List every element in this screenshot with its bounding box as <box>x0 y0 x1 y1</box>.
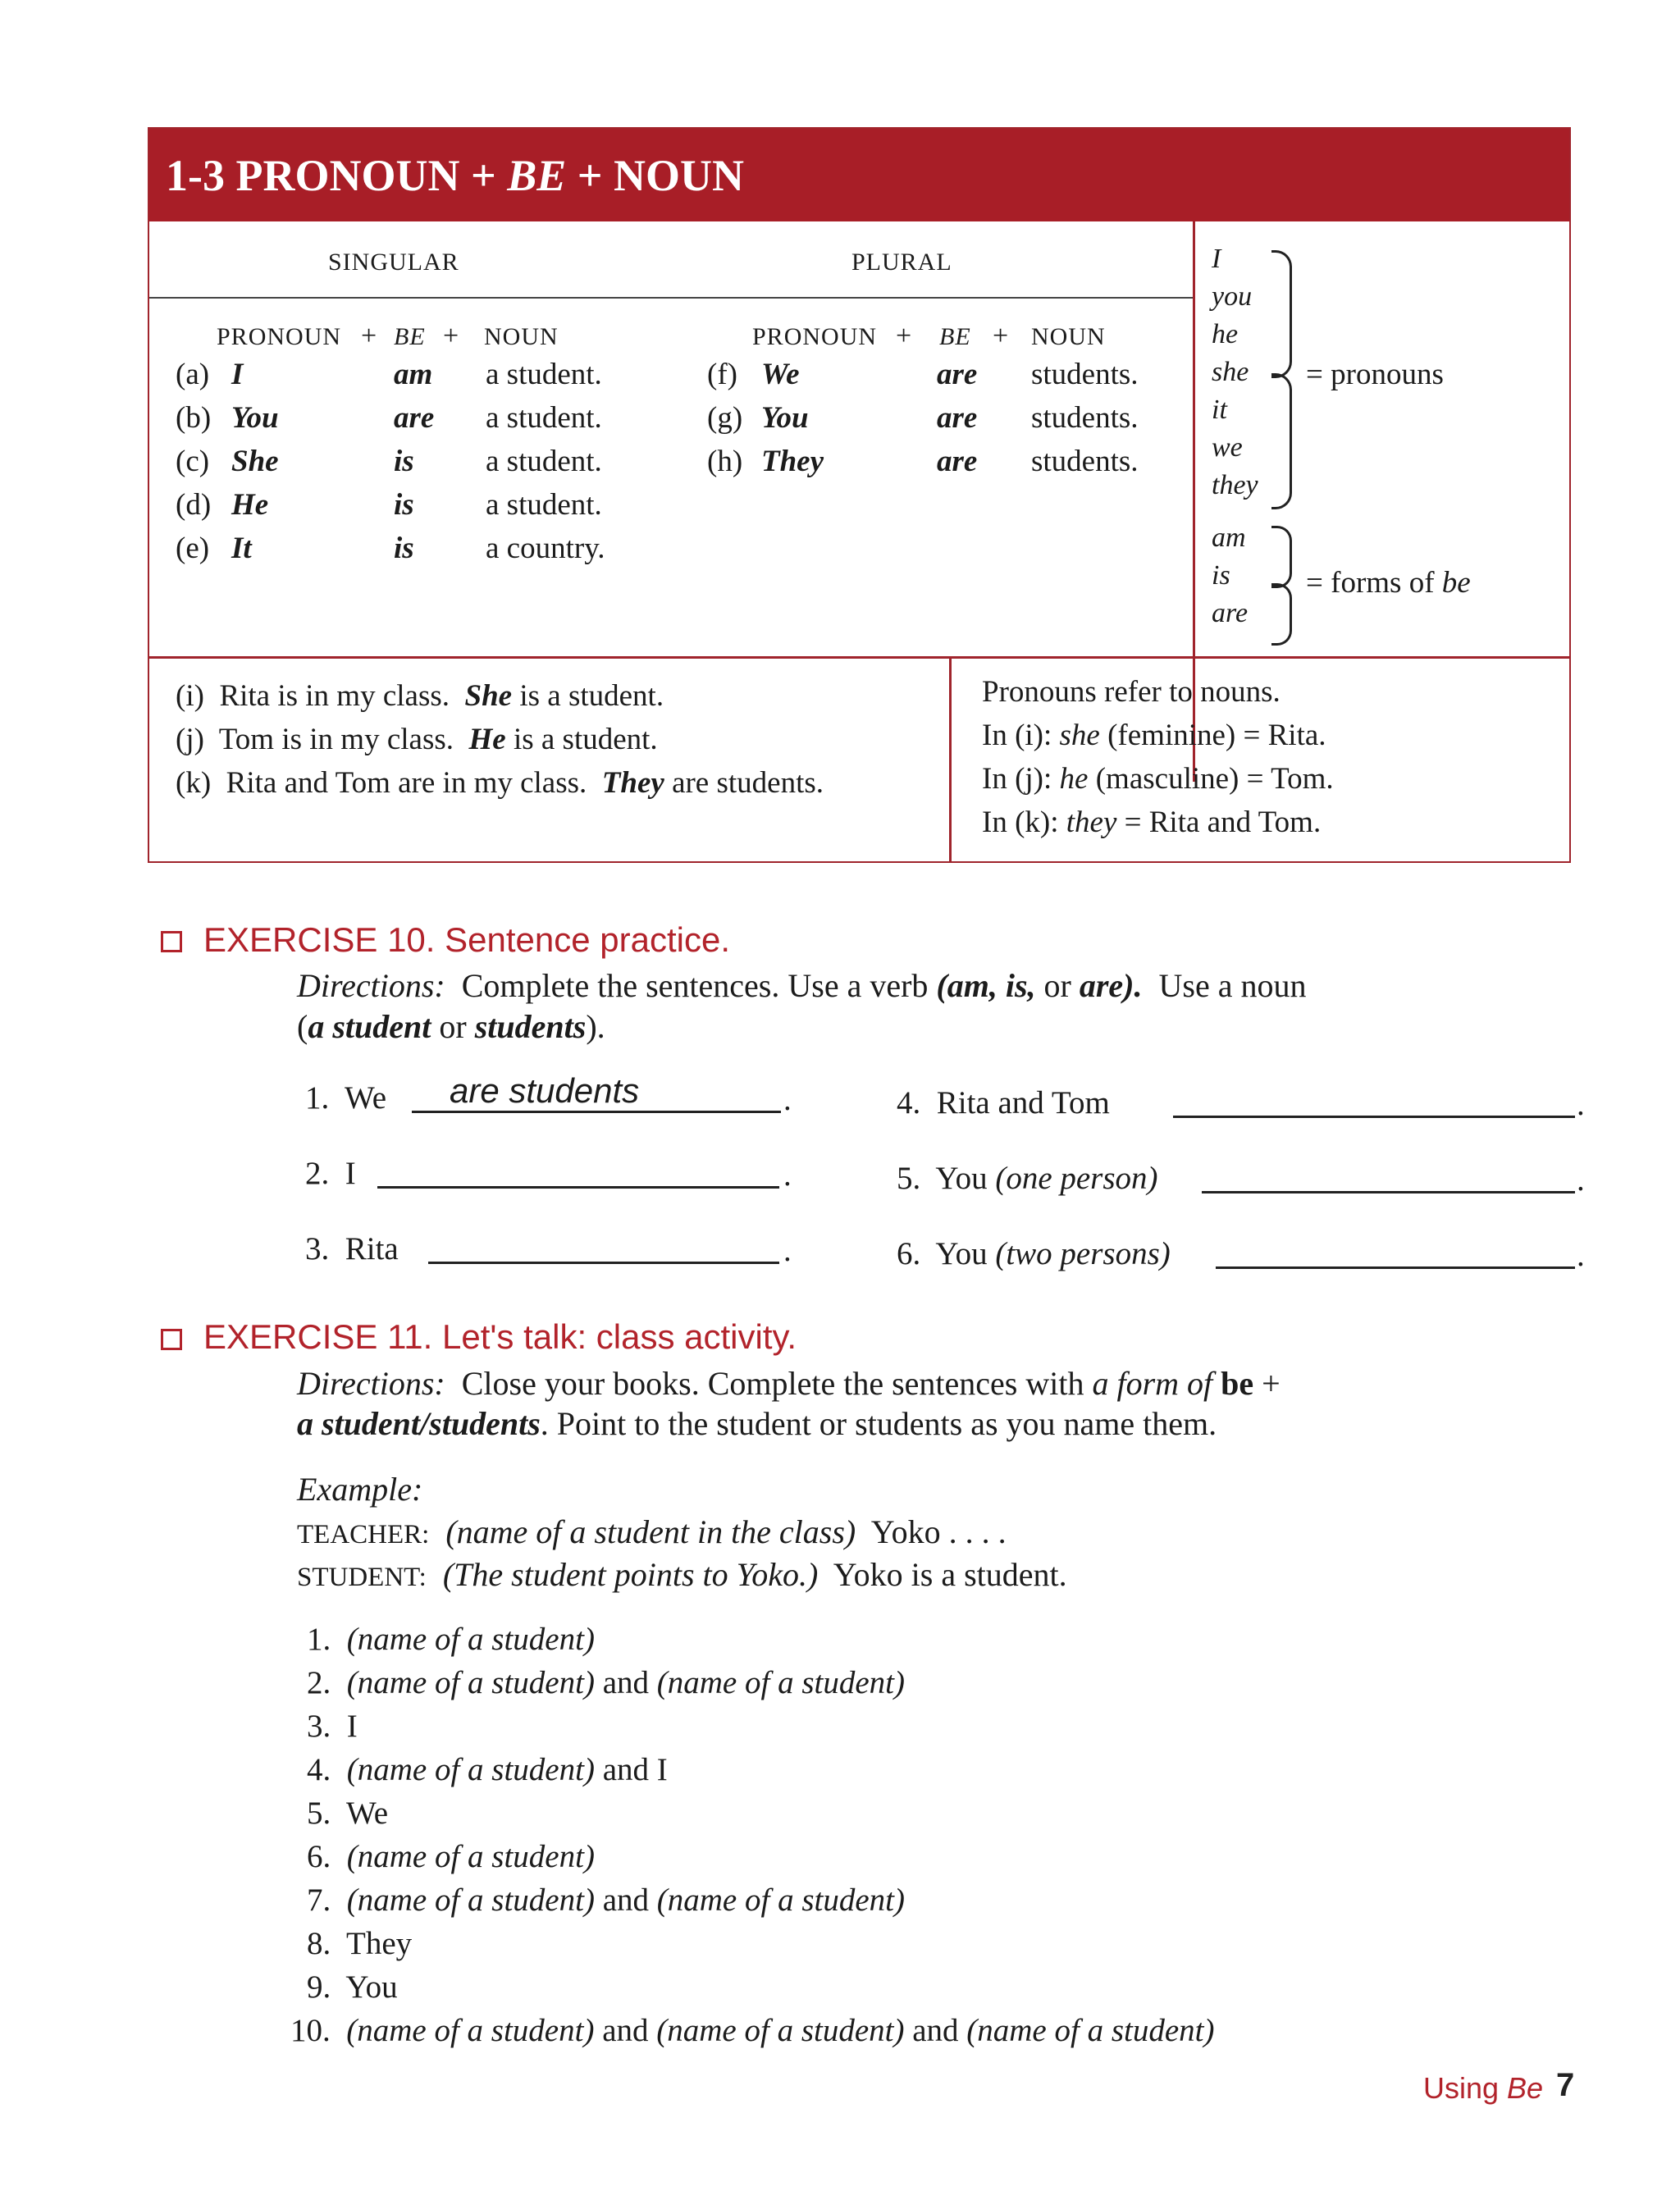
exercise-item: 2. I <box>305 1156 356 1191</box>
exercise-item: 4. Rita and Tom <box>897 1085 1110 1120</box>
exercise-directions-line2: (a student or students). <box>297 1008 605 1045</box>
answer-blank[interactable] <box>428 1262 779 1264</box>
example-label: (i) <box>176 679 204 713</box>
list-item: 9. You <box>307 1969 398 2005</box>
footer-section: Using Be <box>1423 2071 1544 2105</box>
example-line: (i) Rita is in my class. She is a student. <box>176 679 664 713</box>
row-be: are <box>937 358 978 391</box>
plural-col-noun: NOUN <box>1031 323 1106 350</box>
examples-divider <box>149 656 1569 659</box>
page-number: 7 <box>1556 2067 1575 2103</box>
row-label: (a) <box>176 358 210 391</box>
example-label: (k) <box>176 766 212 800</box>
teacher-line: TEACHER: (name of a student in the class) Yoko . . . . <box>297 1513 1007 1550</box>
row-be: are <box>394 401 435 435</box>
list-item: 1. (name of a student) <box>307 1622 595 1657</box>
plural-col-be: BE <box>939 323 971 350</box>
answer-blank[interactable] <box>377 1186 779 1189</box>
row-label: (h) <box>707 445 743 478</box>
brace-forms-bottom <box>1271 583 1292 646</box>
row-label: (b) <box>176 401 212 435</box>
exercise-item: 3. Rita <box>305 1231 399 1266</box>
singular-header: SINGULAR <box>328 249 459 276</box>
forms-of-be-label: = forms of be <box>1306 566 1471 600</box>
answer-blank[interactable] <box>1202 1191 1575 1193</box>
row-pronoun: I <box>231 358 244 391</box>
note-line: In (j): he (masculine) = Tom. <box>982 762 1334 796</box>
exercise-directions-line2: a student/students. Point to the student or students as you name them. <box>297 1405 1217 1442</box>
row-be: is <box>394 532 414 565</box>
example-line: (j) Tom is in my class. He is a student. <box>176 723 658 756</box>
answer-blank[interactable] <box>1173 1116 1575 1118</box>
plus-sign: + <box>361 321 378 351</box>
example-pronoun: He <box>468 723 506 756</box>
chart-header <box>149 129 1569 221</box>
row-pronoun: It <box>231 532 252 565</box>
row-noun: a country. <box>486 532 605 565</box>
side-pronoun: you <box>1212 281 1253 312</box>
example-pronoun: She <box>464 679 513 713</box>
header-divider <box>149 297 1193 299</box>
period: . <box>783 1082 792 1117</box>
exercise-item: 6. You (two persons) <box>897 1236 1171 1271</box>
plus-sign: + <box>896 321 913 351</box>
singular-col-be: BE <box>394 323 426 350</box>
plural-header: PLURAL <box>851 249 952 276</box>
list-item: 3. I <box>307 1709 358 1744</box>
exercise-checkbox[interactable] <box>161 1329 182 1350</box>
side-pronoun: it <box>1212 395 1227 425</box>
pronouns-label: = pronouns <box>1306 358 1444 391</box>
answer-text: are students <box>450 1071 640 1110</box>
row-label: (c) <box>176 445 210 478</box>
side-form: are <box>1212 598 1249 628</box>
row-noun: a student. <box>486 358 602 391</box>
row-label: (g) <box>707 401 743 435</box>
exercise-checkbox[interactable] <box>161 931 182 952</box>
row-pronoun: They <box>761 445 824 478</box>
plural-col-pronoun: PRONOUN <box>752 323 878 350</box>
row-be: are <box>937 401 978 435</box>
row-be: am <box>394 358 433 391</box>
student-line: STUDENT: (The student points to Yoko.) Yoko is a student. <box>297 1556 1067 1593</box>
side-pronoun: she <box>1212 357 1249 387</box>
example-pronoun: They <box>601 766 664 800</box>
side-pronoun: he <box>1212 319 1239 349</box>
side-pronoun: we <box>1212 432 1243 463</box>
list-item: 4. (name of a student) and I <box>307 1752 668 1787</box>
period: . <box>1577 1087 1585 1122</box>
side-pronoun: they <box>1212 470 1258 500</box>
note-line: In (k): they = Rita and Tom. <box>982 805 1322 839</box>
exercise-title: EXERCISE 11. Let's talk: class activity. <box>203 1317 797 1356</box>
row-pronoun: He <box>231 488 269 522</box>
note-line: In (i): she (feminine) = Rita. <box>982 719 1326 752</box>
notes-divider <box>949 656 952 863</box>
period: . <box>1577 1162 1585 1198</box>
list-item: 2. (name of a student) and (name of a student) <box>307 1665 905 1700</box>
list-item: 8. They <box>307 1926 413 1961</box>
chart-title: 1-3 PRONOUN + BE + NOUN <box>166 151 745 200</box>
exercise-item: 1. We <box>305 1080 387 1116</box>
period: . <box>783 1233 792 1268</box>
singular-col-noun: NOUN <box>484 323 559 350</box>
brace-top <box>1271 250 1292 378</box>
note-line: Pronouns refer to nouns. <box>982 675 1281 709</box>
brace-forms-top <box>1271 526 1292 588</box>
example-label: Example: <box>297 1471 423 1508</box>
example-label: (j) <box>176 723 204 756</box>
row-pronoun: You <box>231 401 279 435</box>
row-noun: a student. <box>486 488 602 522</box>
row-be: are <box>937 445 978 478</box>
list-item: 7. (name of a student) and (name of a student) <box>307 1883 905 1918</box>
example-line: (k) Rita and Tom are in my class. They are students. <box>176 766 824 800</box>
row-pronoun: You <box>761 401 809 435</box>
answer-blank[interactable] <box>1216 1266 1575 1269</box>
list-item: 5. We <box>307 1796 389 1831</box>
row-be: is <box>394 445 414 478</box>
exercise-directions: Directions: Complete the sentences. Use a verb (am, is, or are). Use a noun <box>297 967 1307 1004</box>
exercise-directions: Directions: Close your books. Complete the sentences with a form of be + <box>297 1365 1281 1402</box>
list-item: 10. (name of a student) and (name of a student) and (name of a student) <box>290 2013 1215 2048</box>
side-form: am <box>1212 523 1246 553</box>
period: . <box>783 1157 792 1193</box>
grammar-chart-1-3 <box>148 127 1571 863</box>
exercise-item: 5. You (one person) <box>897 1161 1158 1196</box>
brace-bottom <box>1271 373 1292 509</box>
row-noun: a student. <box>486 401 602 435</box>
row-label: (e) <box>176 532 210 565</box>
answer-blank[interactable] <box>412 1111 781 1113</box>
row-noun: students. <box>1031 401 1139 435</box>
period: . <box>1577 1238 1585 1273</box>
list-item: 6. (name of a student) <box>307 1839 595 1874</box>
plus-sign: + <box>443 321 460 351</box>
side-pronoun: I <box>1212 244 1221 274</box>
exercise-title: EXERCISE 10. Sentence practice. <box>203 920 730 959</box>
row-pronoun: We <box>761 358 800 391</box>
row-noun: students. <box>1031 358 1139 391</box>
row-pronoun: She <box>231 445 279 478</box>
singular-col-pronoun: PRONOUN <box>217 323 342 350</box>
row-noun: a student. <box>486 445 602 478</box>
row-be: is <box>394 488 414 522</box>
row-noun: students. <box>1031 445 1139 478</box>
side-form: is <box>1212 560 1230 591</box>
plus-sign: + <box>993 321 1010 351</box>
row-label: (d) <box>176 488 212 522</box>
row-label: (f) <box>707 358 737 391</box>
